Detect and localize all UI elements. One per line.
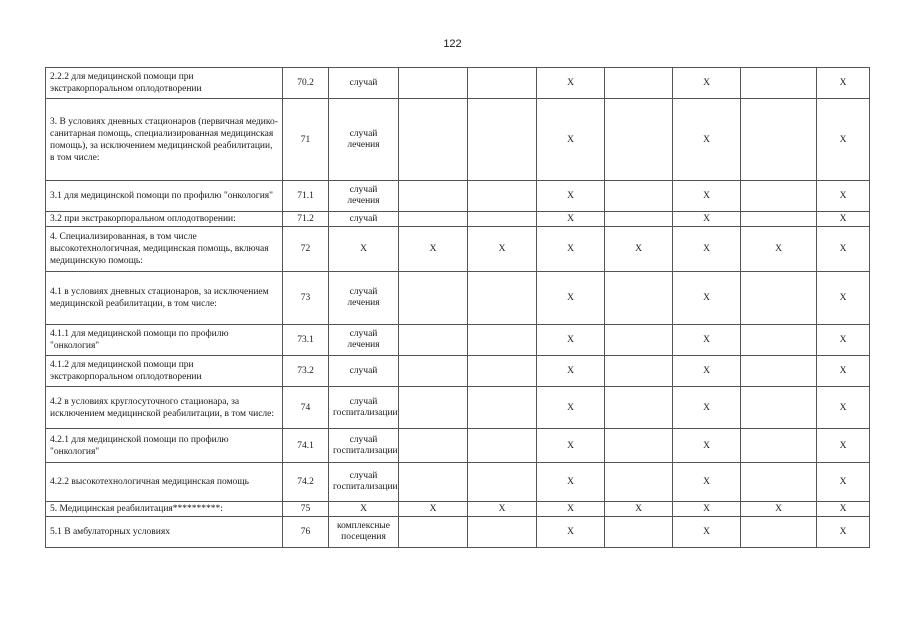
row-name-cell: 5.1 В амбулаторных условиях (46, 517, 283, 548)
table-row (46, 387, 870, 429)
value-cell: X (537, 212, 605, 227)
row-code-cell: 74.2 (283, 463, 329, 502)
table-row (46, 227, 870, 272)
row-unit-cell: случай (329, 212, 399, 227)
value-cell (605, 212, 673, 227)
value-cell (399, 99, 468, 181)
value-cell (605, 181, 673, 212)
value-cell (399, 68, 468, 99)
value-cell: X (537, 325, 605, 356)
value-cell: X (468, 227, 537, 272)
value-cell: X (817, 227, 870, 272)
value-cell: X (468, 502, 537, 517)
row-name-cell: 4.1 в условиях дневных стационаров, за исключением медицинской реабилитации, в том числе: (46, 272, 283, 325)
value-cell: X (537, 68, 605, 99)
value-cell: X (537, 429, 605, 463)
row-name-cell: 4.1.2 для медицинской помощи при экстракорпоральном оплодотворении (46, 356, 283, 387)
row-code-cell: 73.1 (283, 325, 329, 356)
value-cell: X (537, 517, 605, 548)
value-cell (468, 212, 537, 227)
value-cell (605, 356, 673, 387)
row-unit-cell: случай госпитализации (329, 387, 399, 429)
value-cell (468, 325, 537, 356)
row-name-cell: 2.2.2 для медицинской помощи при экстракорпоральном оплодотворении (46, 68, 283, 99)
value-cell (399, 356, 468, 387)
row-name-cell: 3. В условиях дневных стационаров (первичная медико-санитарная помощь, специализированная медицинская помощь), за исключением медицинской реабилитации, в том числе: (46, 99, 283, 181)
row-name-cell: 4.2 в условиях круглосуточного стационара, за исключением медицинской реабилитации, в том числе: (46, 387, 283, 429)
value-cell: X (817, 502, 870, 517)
row-code-cell: 74.1 (283, 429, 329, 463)
value-cell: X (605, 502, 673, 517)
value-cell: X (817, 387, 870, 429)
value-cell (741, 272, 817, 325)
table-row (46, 99, 870, 181)
value-cell (468, 463, 537, 502)
table-row (46, 272, 870, 325)
row-code-cell: 76 (283, 517, 329, 548)
value-cell: X (673, 181, 741, 212)
row-name-cell: 4.1.1 для медицинской помощи по профилю "онкология" (46, 325, 283, 356)
data-table (45, 67, 870, 548)
value-cell (605, 99, 673, 181)
value-cell (741, 517, 817, 548)
table-row (46, 212, 870, 227)
value-cell: X (673, 463, 741, 502)
table-body (46, 68, 870, 548)
row-unit-cell: X (329, 227, 399, 272)
page-number: 122 (443, 38, 462, 50)
value-cell (605, 68, 673, 99)
row-unit-cell: случай госпитализации (329, 463, 399, 502)
row-unit-cell: случай (329, 356, 399, 387)
value-cell: X (673, 272, 741, 325)
value-cell (399, 181, 468, 212)
value-cell: X (817, 99, 870, 181)
value-cell: X (673, 99, 741, 181)
value-cell: X (537, 387, 605, 429)
value-cell: X (673, 325, 741, 356)
value-cell: X (673, 429, 741, 463)
row-code-cell: 70.2 (283, 68, 329, 99)
row-unit-cell: случай лечения (329, 272, 399, 325)
row-code-cell: 71.1 (283, 181, 329, 212)
value-cell (399, 387, 468, 429)
value-cell (468, 272, 537, 325)
row-name-cell: 4.2.1 для медицинской помощи по профилю "онкология" (46, 429, 283, 463)
value-cell: X (817, 356, 870, 387)
value-cell (468, 429, 537, 463)
value-cell: X (817, 517, 870, 548)
value-cell: X (673, 517, 741, 548)
row-name-cell: 4.2.2 высокотехнологичная медицинская помощь (46, 463, 283, 502)
value-cell: X (673, 356, 741, 387)
table-row (46, 356, 870, 387)
value-cell (399, 429, 468, 463)
row-name-cell: 4. Специализированная, в том числе высокотехнологичная, медицинская помощь, включая медицинскую помощь: (46, 227, 283, 272)
row-name-cell: 5. Медицинская реабилитация**********: (46, 502, 283, 517)
value-cell: X (673, 212, 741, 227)
value-cell: X (537, 356, 605, 387)
row-unit-cell: случай лечения (329, 181, 399, 212)
value-cell: X (673, 387, 741, 429)
row-code-cell: 75 (283, 502, 329, 517)
row-unit-cell: комплексные посещения (329, 517, 399, 548)
value-cell: X (741, 227, 817, 272)
value-cell (605, 463, 673, 502)
table-row (46, 181, 870, 212)
value-cell: X (673, 68, 741, 99)
value-cell (741, 356, 817, 387)
value-cell: X (817, 68, 870, 99)
value-cell (468, 517, 537, 548)
value-cell: X (399, 227, 468, 272)
value-cell: X (537, 502, 605, 517)
value-cell (399, 463, 468, 502)
value-cell: X (537, 463, 605, 502)
value-cell (399, 325, 468, 356)
row-unit-cell: случай лечения (329, 99, 399, 181)
value-cell (741, 387, 817, 429)
value-cell: X (673, 502, 741, 517)
value-cell (741, 99, 817, 181)
row-code-cell: 73.2 (283, 356, 329, 387)
value-cell: X (741, 502, 817, 517)
value-cell: X (817, 212, 870, 227)
value-cell (468, 99, 537, 181)
value-cell (741, 463, 817, 502)
row-code-cell: 74 (283, 387, 329, 429)
value-cell (741, 429, 817, 463)
value-cell: X (399, 502, 468, 517)
row-code-cell: 73 (283, 272, 329, 325)
value-cell: X (537, 181, 605, 212)
row-unit-cell: случай (329, 68, 399, 99)
row-unit-cell: случай лечения (329, 325, 399, 356)
value-cell (468, 356, 537, 387)
value-cell (399, 517, 468, 548)
value-cell (741, 181, 817, 212)
row-code-cell: 72 (283, 227, 329, 272)
row-code-cell: 71.2 (283, 212, 329, 227)
table-row (46, 325, 870, 356)
value-cell (468, 181, 537, 212)
value-cell: X (817, 463, 870, 502)
value-cell (468, 68, 537, 99)
value-cell (605, 272, 673, 325)
table-row (46, 68, 870, 99)
value-cell (468, 387, 537, 429)
value-cell (605, 325, 673, 356)
value-cell: X (537, 99, 605, 181)
value-cell: X (537, 227, 605, 272)
table-row (46, 429, 870, 463)
value-cell (605, 387, 673, 429)
value-cell: X (817, 181, 870, 212)
value-cell: X (537, 272, 605, 325)
row-unit-cell: случай госпитализации (329, 429, 399, 463)
value-cell: X (817, 325, 870, 356)
row-name-cell: 3.1 для медицинской помощи по профилю "онкология" (46, 181, 283, 212)
value-cell (605, 429, 673, 463)
table-row (46, 517, 870, 548)
table-row (46, 502, 870, 517)
value-cell (399, 212, 468, 227)
row-code-cell: 71 (283, 99, 329, 181)
value-cell (605, 517, 673, 548)
value-cell: X (817, 429, 870, 463)
value-cell (741, 325, 817, 356)
value-cell (741, 212, 817, 227)
row-unit-cell: X (329, 502, 399, 517)
value-cell (741, 68, 817, 99)
value-cell: X (605, 227, 673, 272)
row-name-cell: 3.2 при экстракорпоральном оплодотворении: (46, 212, 283, 227)
value-cell: X (817, 272, 870, 325)
table-row (46, 463, 870, 502)
value-cell: X (673, 227, 741, 272)
value-cell (399, 272, 468, 325)
